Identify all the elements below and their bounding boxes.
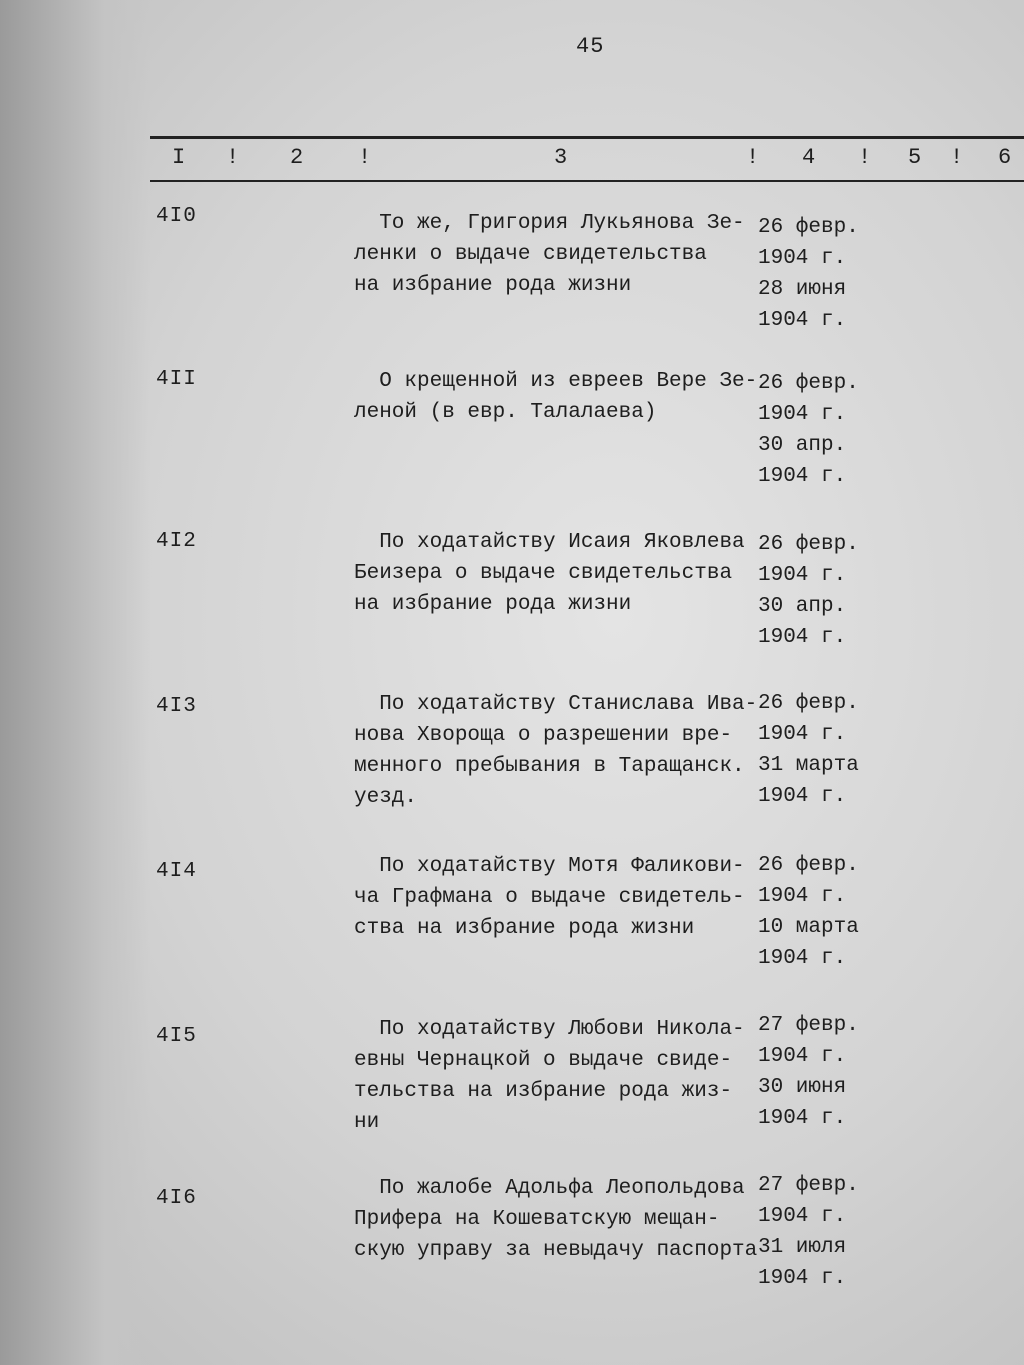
header-sep-5: !: [950, 145, 964, 170]
entry-number: 4I5: [156, 1025, 197, 1048]
entry-dates: 27 февр. 1904 г. 30 июня 1904 г.: [758, 1014, 859, 1130]
header-col-2: 2: [290, 145, 304, 170]
entry-number: 4I3: [156, 695, 197, 718]
header-col-1: I: [172, 145, 186, 170]
header-sep-1: !: [226, 145, 240, 170]
entry-dates: 26 февр. 1904 г. 28 июня 1904 г.: [758, 216, 859, 332]
entry-description: По ходатайству Станислава Ива- нова Хвороща о разрешении вре- менного пребывания в Таращанск. уезд.: [354, 693, 758, 809]
entry-description: По ходатайству Исаия Яковлева Беизера о выдаче свидетельства на избрание рода жизни: [354, 531, 745, 616]
entry-description: О крещенной из евреев Вере Зе- леной (в евр. Талалаева): [354, 370, 758, 424]
header-sep-2: !: [358, 145, 372, 170]
table-header-rule: [150, 180, 1024, 182]
header-col-3: 3: [554, 145, 568, 170]
entry-dates: 26 февр. 1904 г. 31 марта 1904 г.: [758, 692, 859, 808]
header-col-5: 5: [908, 145, 922, 170]
entry-number: 4I2: [156, 530, 197, 553]
entry-dates: 26 февр. 1904 г. 30 апр. 1904 г.: [758, 533, 859, 649]
entry-number: 4I4: [156, 860, 197, 883]
header-col-4: 4: [802, 145, 816, 170]
entry-number: 4I6: [156, 1187, 197, 1210]
header-col-6: 6: [998, 145, 1012, 170]
entry-dates: 26 февр. 1904 г. 10 марта 1904 г.: [758, 854, 859, 970]
entry-number: 4I0: [156, 205, 197, 228]
entry-description: По ходатайству Мотя Фаликови- ча Графмана о выдаче свидетель- ства на избрание рода жизни: [354, 855, 745, 940]
header-sep-4: !: [858, 145, 872, 170]
header-sep-3: !: [746, 145, 760, 170]
entry-description: По ходатайству Любови Никола- евны Чернацкой о выдаче свиде- тельства на избрание рода жиз- ни: [354, 1018, 745, 1134]
table-top-rule: [150, 136, 1024, 139]
entry-number: 4II: [156, 368, 197, 391]
page-number: 45: [576, 34, 605, 59]
entry-dates: 26 февр. 1904 г. 30 апр. 1904 г.: [758, 372, 859, 488]
entry-description: То же, Григория Лукьянова Зе- ленки о выдаче свидетельства на избрание рода жизни: [354, 212, 745, 297]
entry-description: По жалобе Адольфа Леопольдова Прифера на Кошеватскую мещан- скую управу за невыдачу паспорта: [354, 1177, 758, 1262]
entry-dates: 27 февр. 1904 г. 31 июля 1904 г.: [758, 1174, 859, 1290]
page-edge-shadow: [0, 0, 150, 1365]
